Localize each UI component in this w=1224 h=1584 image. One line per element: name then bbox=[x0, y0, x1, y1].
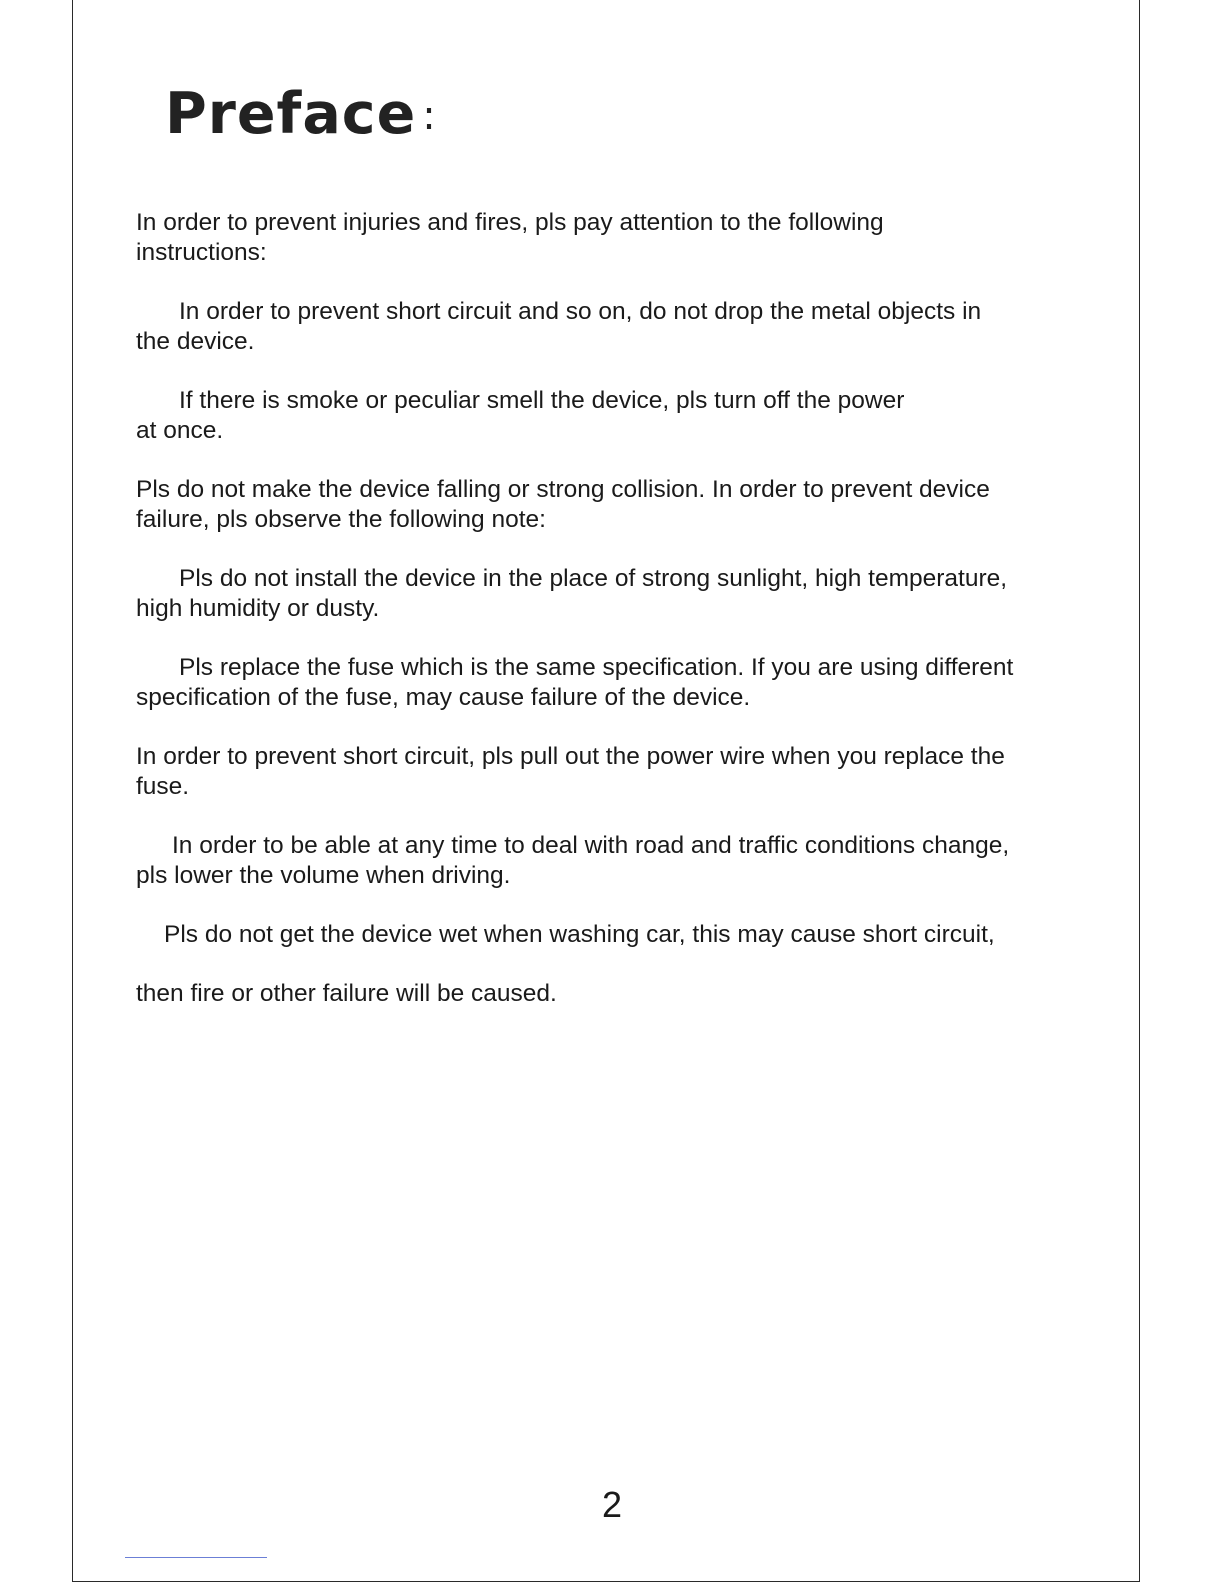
paragraph-collision bbox=[136, 475, 1096, 535]
paragraph-washing bbox=[136, 920, 1096, 950]
paragraph-install-location bbox=[136, 564, 1096, 624]
paragraph-line: fuse. bbox=[136, 773, 190, 800]
paragraph-line: In order to prevent injuries and fires, pls pay attention to the following bbox=[136, 209, 884, 236]
paragraph-metal-objects bbox=[136, 297, 1096, 357]
footer-rule bbox=[125, 1557, 267, 1558]
paragraph-line: pls lower the volume when driving. bbox=[136, 862, 511, 889]
paragraph-line: then fire or other failure will be caused. bbox=[136, 980, 557, 1007]
paragraph-fire-failure bbox=[136, 979, 1096, 1009]
paragraph-line: In order to prevent short circuit and so on, do not drop the metal objects in bbox=[179, 298, 982, 325]
paragraph-line: at once. bbox=[136, 417, 224, 444]
paragraph-line: In order to prevent short circuit, pls pull out the power wire when you replace the bbox=[136, 743, 1005, 770]
paragraph-line: failure, pls observe the following note: bbox=[136, 506, 546, 533]
paragraph-line: Pls do not make the device falling or strong collision. In order to prevent device bbox=[136, 476, 990, 503]
paragraph-line: the device. bbox=[136, 328, 255, 355]
paragraph-line: Pls do not get the device wet when washing car, this may cause short circuit, bbox=[164, 921, 995, 948]
paragraph-line: instructions: bbox=[136, 239, 267, 266]
page-title-colon: : bbox=[422, 93, 437, 139]
paragraph-line: Pls replace the fuse which is the same specification. If you are using different bbox=[179, 654, 1014, 681]
paragraph-line: If there is smoke or peculiar smell the device, pls turn off the power bbox=[179, 387, 905, 414]
paragraph-volume bbox=[136, 831, 1096, 891]
paragraph-line: Pls do not install the device in the place of strong sunlight, high temperature, bbox=[179, 565, 1008, 592]
page-title bbox=[165, 81, 437, 147]
page-number: 2 bbox=[601, 1484, 623, 1525]
paragraph-intro bbox=[136, 208, 1096, 268]
paragraph-power-wire bbox=[136, 742, 1096, 802]
paragraph-smoke bbox=[136, 386, 1096, 446]
paragraph-line: In order to be able at any time to deal with road and traffic conditions change, bbox=[172, 832, 1010, 859]
paragraph-line: high humidity or dusty. bbox=[136, 595, 380, 622]
page-title-text: Preface bbox=[165, 81, 417, 147]
paragraph-fuse-spec bbox=[136, 653, 1096, 713]
paragraph-line: specification of the fuse, may cause failure of the device. bbox=[136, 684, 751, 711]
preface-body bbox=[136, 208, 1096, 1038]
